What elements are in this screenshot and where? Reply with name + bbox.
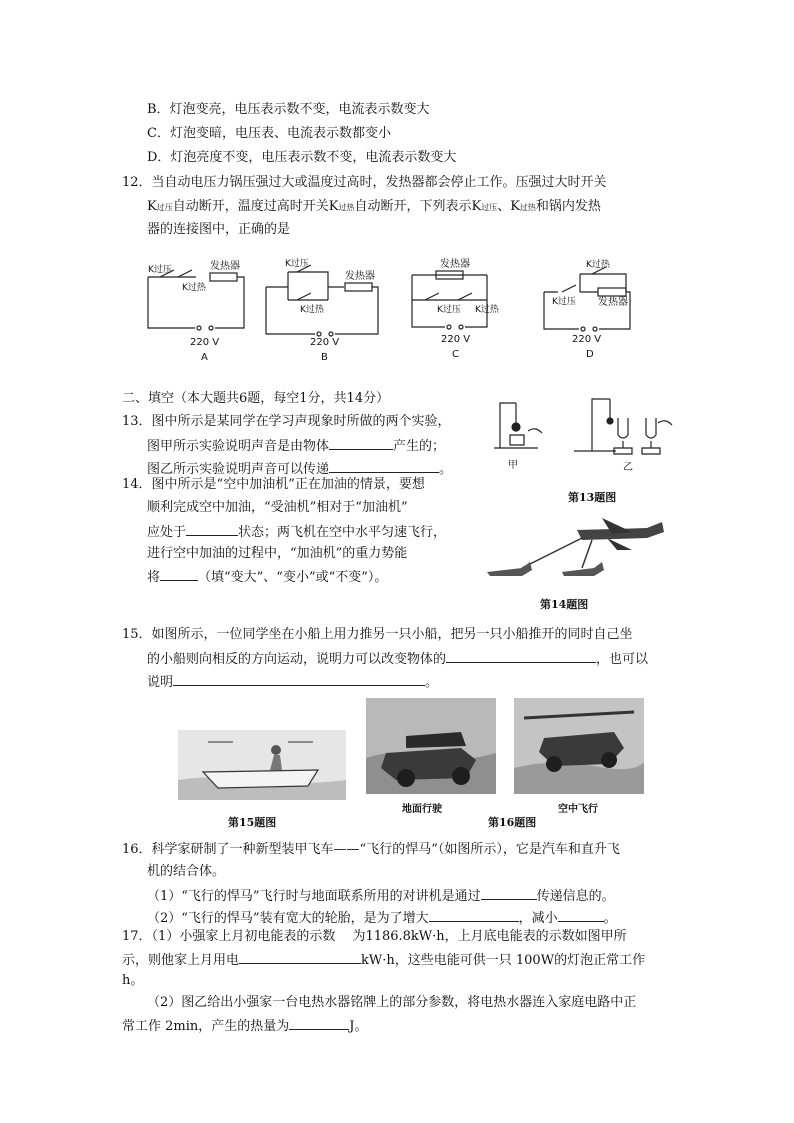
q13-caption: 第13题图 — [568, 491, 617, 504]
q17-line3: h。 — [122, 973, 144, 988]
c-option-label: C — [452, 349, 459, 360]
q17-line1: 17．（1）小强家上月初电能表的示数 为1186.8kW·h，上月底电能表的示数如图甲所 — [122, 929, 627, 944]
q15-blank1 — [446, 648, 596, 663]
d-option-label: D — [586, 349, 594, 360]
q12-line1: 12．当自动电压力锅压强过大或温度过高时，发热器都会停止工作。压强过大时开关 — [122, 175, 607, 190]
q14-blank1 — [186, 521, 238, 536]
q14-line2: 顺利完成空中加油，“受油机”相对于“加油机” — [147, 500, 408, 515]
q17-sub2a: （2）图乙给出小强家一台电热水器铭牌上的部分参数，将电热水器连入家庭电路中正 — [147, 995, 637, 1010]
q16-sub2: （2）“飞行的悍马”装有宽大的轮胎，是为了增大 ，减小 。 — [147, 907, 617, 929]
q13-line3: 图乙所示实验说明声音可以传递 。 — [147, 458, 452, 480]
q16-photo-air — [514, 698, 644, 794]
q15-blank2 — [173, 671, 425, 686]
b-voltage-label: 220 V — [310, 337, 340, 348]
q14-line4: 进行空中加油的过程中，“加油机”的重力势能 — [147, 546, 408, 561]
q13-blank2 — [329, 458, 439, 473]
circuit-a — [148, 270, 244, 330]
q11-option-c: C．灯泡变暗，电压表、电流表示数都变小 — [147, 126, 391, 141]
c-heater-label: 发热器 — [440, 259, 470, 270]
q14-line3: 应处于 状态；两飞机在空中水平匀速飞行， — [147, 521, 446, 543]
q12-circuit-diagrams — [140, 252, 640, 367]
q16-line2: 机的结合体。 — [147, 864, 226, 879]
q17-blank1 — [239, 949, 361, 964]
q17-blank2 — [289, 1015, 349, 1030]
q11-option-d: D．灯泡亮度不变，电压表示数不变，电流表示数变大 — [147, 150, 457, 165]
b-k-heat-label: K过热 — [300, 305, 324, 315]
q14-caption: 第14题图 — [540, 598, 589, 611]
q15-line2: 的小船则向相反的方向运动，说明力可以改变物体的 ，也可以 — [147, 648, 648, 670]
q14-blank2 — [160, 566, 198, 581]
q16-blank2 — [429, 907, 519, 922]
q14-line5: 将 （填“变大”、“变小”或“不变”）。 — [147, 566, 387, 588]
c-k-heat-label: K过热 — [475, 305, 499, 315]
q12-line2: K过压自动断开，温度过高时开关K过热自动断开，下列表示K过压、K过热和锅内发热 — [147, 199, 601, 214]
a-k-pressure-label: K过压 — [148, 265, 172, 275]
a-k-heat-label: K过热 — [182, 283, 206, 293]
q13-figure — [488, 393, 680, 473]
q15-boat-figure — [178, 730, 346, 800]
section2-title: 二、填空（本大题共6题，每空1分，共14分） — [122, 391, 390, 406]
q16-blank3 — [558, 907, 604, 922]
a-voltage-label: 220 V — [190, 337, 220, 348]
d-k-heat-label: K过热 — [586, 260, 610, 270]
q16-air-label: 空中飞行 — [558, 804, 598, 815]
q16-caption: 第16题图 — [488, 816, 537, 829]
q17-line2: 示，则他家上月用电 kW·h，这些电能可供一只 100W的灯泡正常工作 — [122, 949, 645, 971]
b-k-pressure-label: K过压 — [285, 259, 309, 269]
d-k-pressure-label: K过压 — [552, 297, 576, 307]
q13-blank1 — [329, 435, 393, 450]
q16-sub1: （1）“飞行的悍马”飞行时与地面联系所用的对讲机是通过 传递信息的。 — [147, 885, 615, 907]
q12-line3: 器的连接图中，正确的是 — [147, 222, 291, 237]
a-heater-label: 发热器 — [210, 261, 240, 272]
a-option-label: A — [201, 352, 208, 363]
circuit-c — [412, 271, 487, 329]
q11-option-b: B．灯泡变亮，电压表示数不变，电流表示数变大 — [147, 102, 430, 117]
q16-ground-label: 地面行驶 — [402, 804, 442, 815]
q16-photo-ground — [366, 698, 496, 794]
q15-line1: 15．如图所示，一位同学坐在小船上用力推另一只小船，把另一只小船推开的同时自己坐 — [122, 627, 633, 642]
q16-blank1 — [481, 885, 537, 900]
q13-fig-yi: 乙 — [623, 462, 633, 473]
q15-line3: 说明 。 — [147, 671, 438, 693]
b-heater-label: 发热器 — [345, 271, 375, 282]
q15-caption: 第15题图 — [228, 816, 277, 829]
c-voltage-label: 220 V — [441, 334, 471, 345]
q16-line1: 16．科学家研制了一种新型装甲飞车——“飞行的悍马”（如图所示），它是汽车和直升飞 — [122, 842, 620, 857]
q13-line2: 图甲所示实验说明声音是由物体 产生的； — [147, 435, 445, 457]
q14-line1: 14．图中所示是“空中加油机”正在加油的情景，要想 — [122, 477, 425, 492]
q17-sub2b: 常工作 2min，产生的热量为 J。 — [122, 1015, 367, 1037]
q13-fig-jia: 甲 — [508, 460, 518, 471]
c-k-pressure-label: K过压 — [437, 305, 461, 315]
q14-figure — [482, 510, 672, 586]
d-voltage-label: 220 V — [572, 334, 602, 345]
b-option-label: B — [321, 352, 328, 363]
q13-line1: 13．图中所示是某同学在学习声现象时所做的两个实验， — [122, 414, 451, 429]
d-heater-label: 发热器 — [598, 297, 628, 308]
